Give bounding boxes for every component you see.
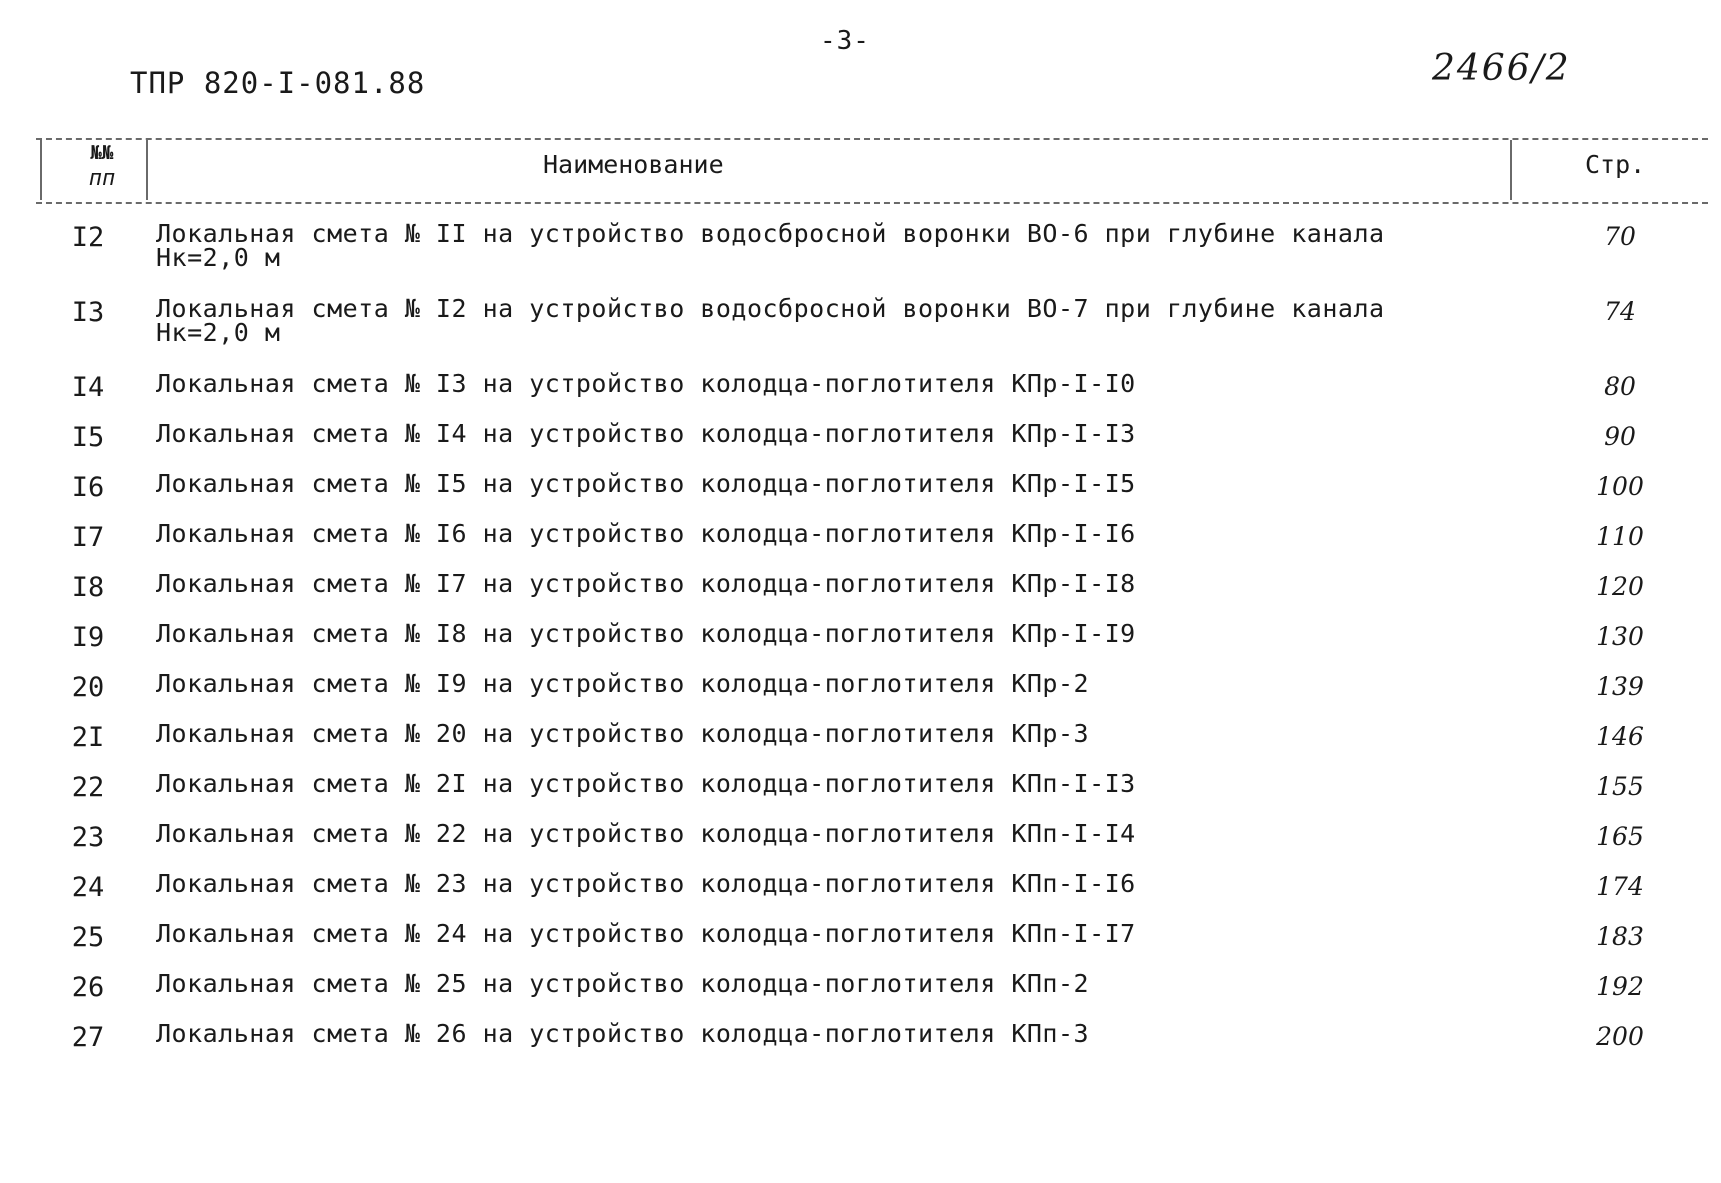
row-name: Локальная смета № II на устройство водосбросной воронки ВО-6 при глубине канала Нк=2,0 м (156, 219, 1385, 272)
row-page: 183 (1596, 922, 1644, 951)
row-name: Локальная смета № 22 на устройство колодца-поглотителя КПп-I-I4 (156, 819, 1136, 848)
table-header-rule (36, 202, 1708, 204)
row-page: 155 (1596, 772, 1644, 801)
column-header-name: Наименование (543, 150, 724, 179)
row-page: 146 (1596, 722, 1644, 751)
column-divider-left (40, 140, 42, 200)
row-number: I5 (71, 422, 105, 453)
row-page: 130 (1596, 622, 1644, 651)
row-number: I4 (71, 372, 105, 403)
row-number: I6 (71, 472, 105, 503)
column-divider-page (1510, 140, 1512, 200)
row-number: 27 (71, 1022, 105, 1053)
row-number: 24 (71, 872, 105, 903)
row-page: 110 (1596, 522, 1644, 551)
row-name: Локальная смета № 23 на устройство колодца-поглотителя КПп-I-I6 (156, 869, 1136, 898)
row-number: I2 (71, 222, 105, 253)
row-name: Локальная смета № 24 на устройство колодца-поглотителя КПп-I-I7 (156, 919, 1136, 948)
row-name: Локальная смета № 20 на устройство колодца-поглотителя КПр-3 (156, 719, 1090, 748)
row-number: 23 (71, 822, 105, 853)
row-name: Локальная смета № 2I на устройство колодца-поглотителя КПп-I-I3 (156, 769, 1136, 798)
row-number: I8 (71, 572, 105, 603)
row-name: Локальная смета № I4 на устройство колодца-поглотителя КПр-I-I3 (156, 419, 1136, 448)
row-name: Локальная смета № I7 на устройство колодца-поглотителя КПр-I-I8 (156, 569, 1136, 598)
row-page: 100 (1596, 472, 1644, 501)
row-page: 74 (1604, 297, 1636, 326)
row-number: 26 (71, 972, 105, 1003)
row-name: Локальная смета № 25 на устройство колодца-поглотителя КПп-2 (156, 969, 1090, 998)
document-code: ТПР 820-I-081.88 (130, 66, 426, 100)
row-page: 90 (1604, 422, 1636, 451)
row-page: 165 (1596, 822, 1644, 851)
row-number: 20 (71, 672, 105, 703)
row-name: Локальная смета № I9 на устройство колодца-поглотителя КПр-2 (156, 669, 1090, 698)
row-number: 22 (71, 772, 105, 803)
column-header-number-bottom: пп (88, 166, 116, 191)
column-header-page: Стр. (1585, 150, 1646, 179)
row-number: I9 (71, 622, 105, 653)
column-divider-num (146, 140, 148, 200)
row-page: 200 (1596, 1022, 1644, 1051)
row-name: Локальная смета № I5 на устройство колодца-поглотителя КПр-I-I5 (156, 469, 1136, 498)
table-top-rule (36, 138, 1708, 140)
row-number: I3 (71, 297, 105, 328)
row-name: Локальная смета № 26 на устройство колодца-поглотителя КПп-3 (156, 1019, 1090, 1048)
handwritten-number: 2466/2 (1432, 48, 1571, 89)
row-name: Локальная смета № I2 на устройство водосбросной воронки ВО-7 при глубине канала Нк=2,0 м (156, 294, 1385, 347)
row-page: 192 (1596, 972, 1644, 1001)
page-number: -3- (820, 26, 870, 56)
row-page: 80 (1604, 372, 1636, 401)
row-name: Локальная смета № I3 на устройство колодца-поглотителя КПр-I-I0 (156, 369, 1136, 398)
row-number: 25 (71, 922, 105, 953)
row-name: Локальная смета № I8 на устройство колодца-поглотителя КПр-I-I9 (156, 619, 1136, 648)
column-header-number-top: №№ (90, 142, 114, 164)
row-name: Локальная смета № I6 на устройство колодца-поглотителя КПр-I-I6 (156, 519, 1136, 548)
row-number: 2I (71, 722, 105, 753)
row-page: 120 (1596, 572, 1644, 601)
row-page: 139 (1596, 672, 1644, 701)
row-page: 174 (1596, 872, 1644, 901)
column-header-number (62, 140, 142, 192)
row-page: 70 (1604, 222, 1636, 251)
row-number: I7 (71, 522, 105, 553)
